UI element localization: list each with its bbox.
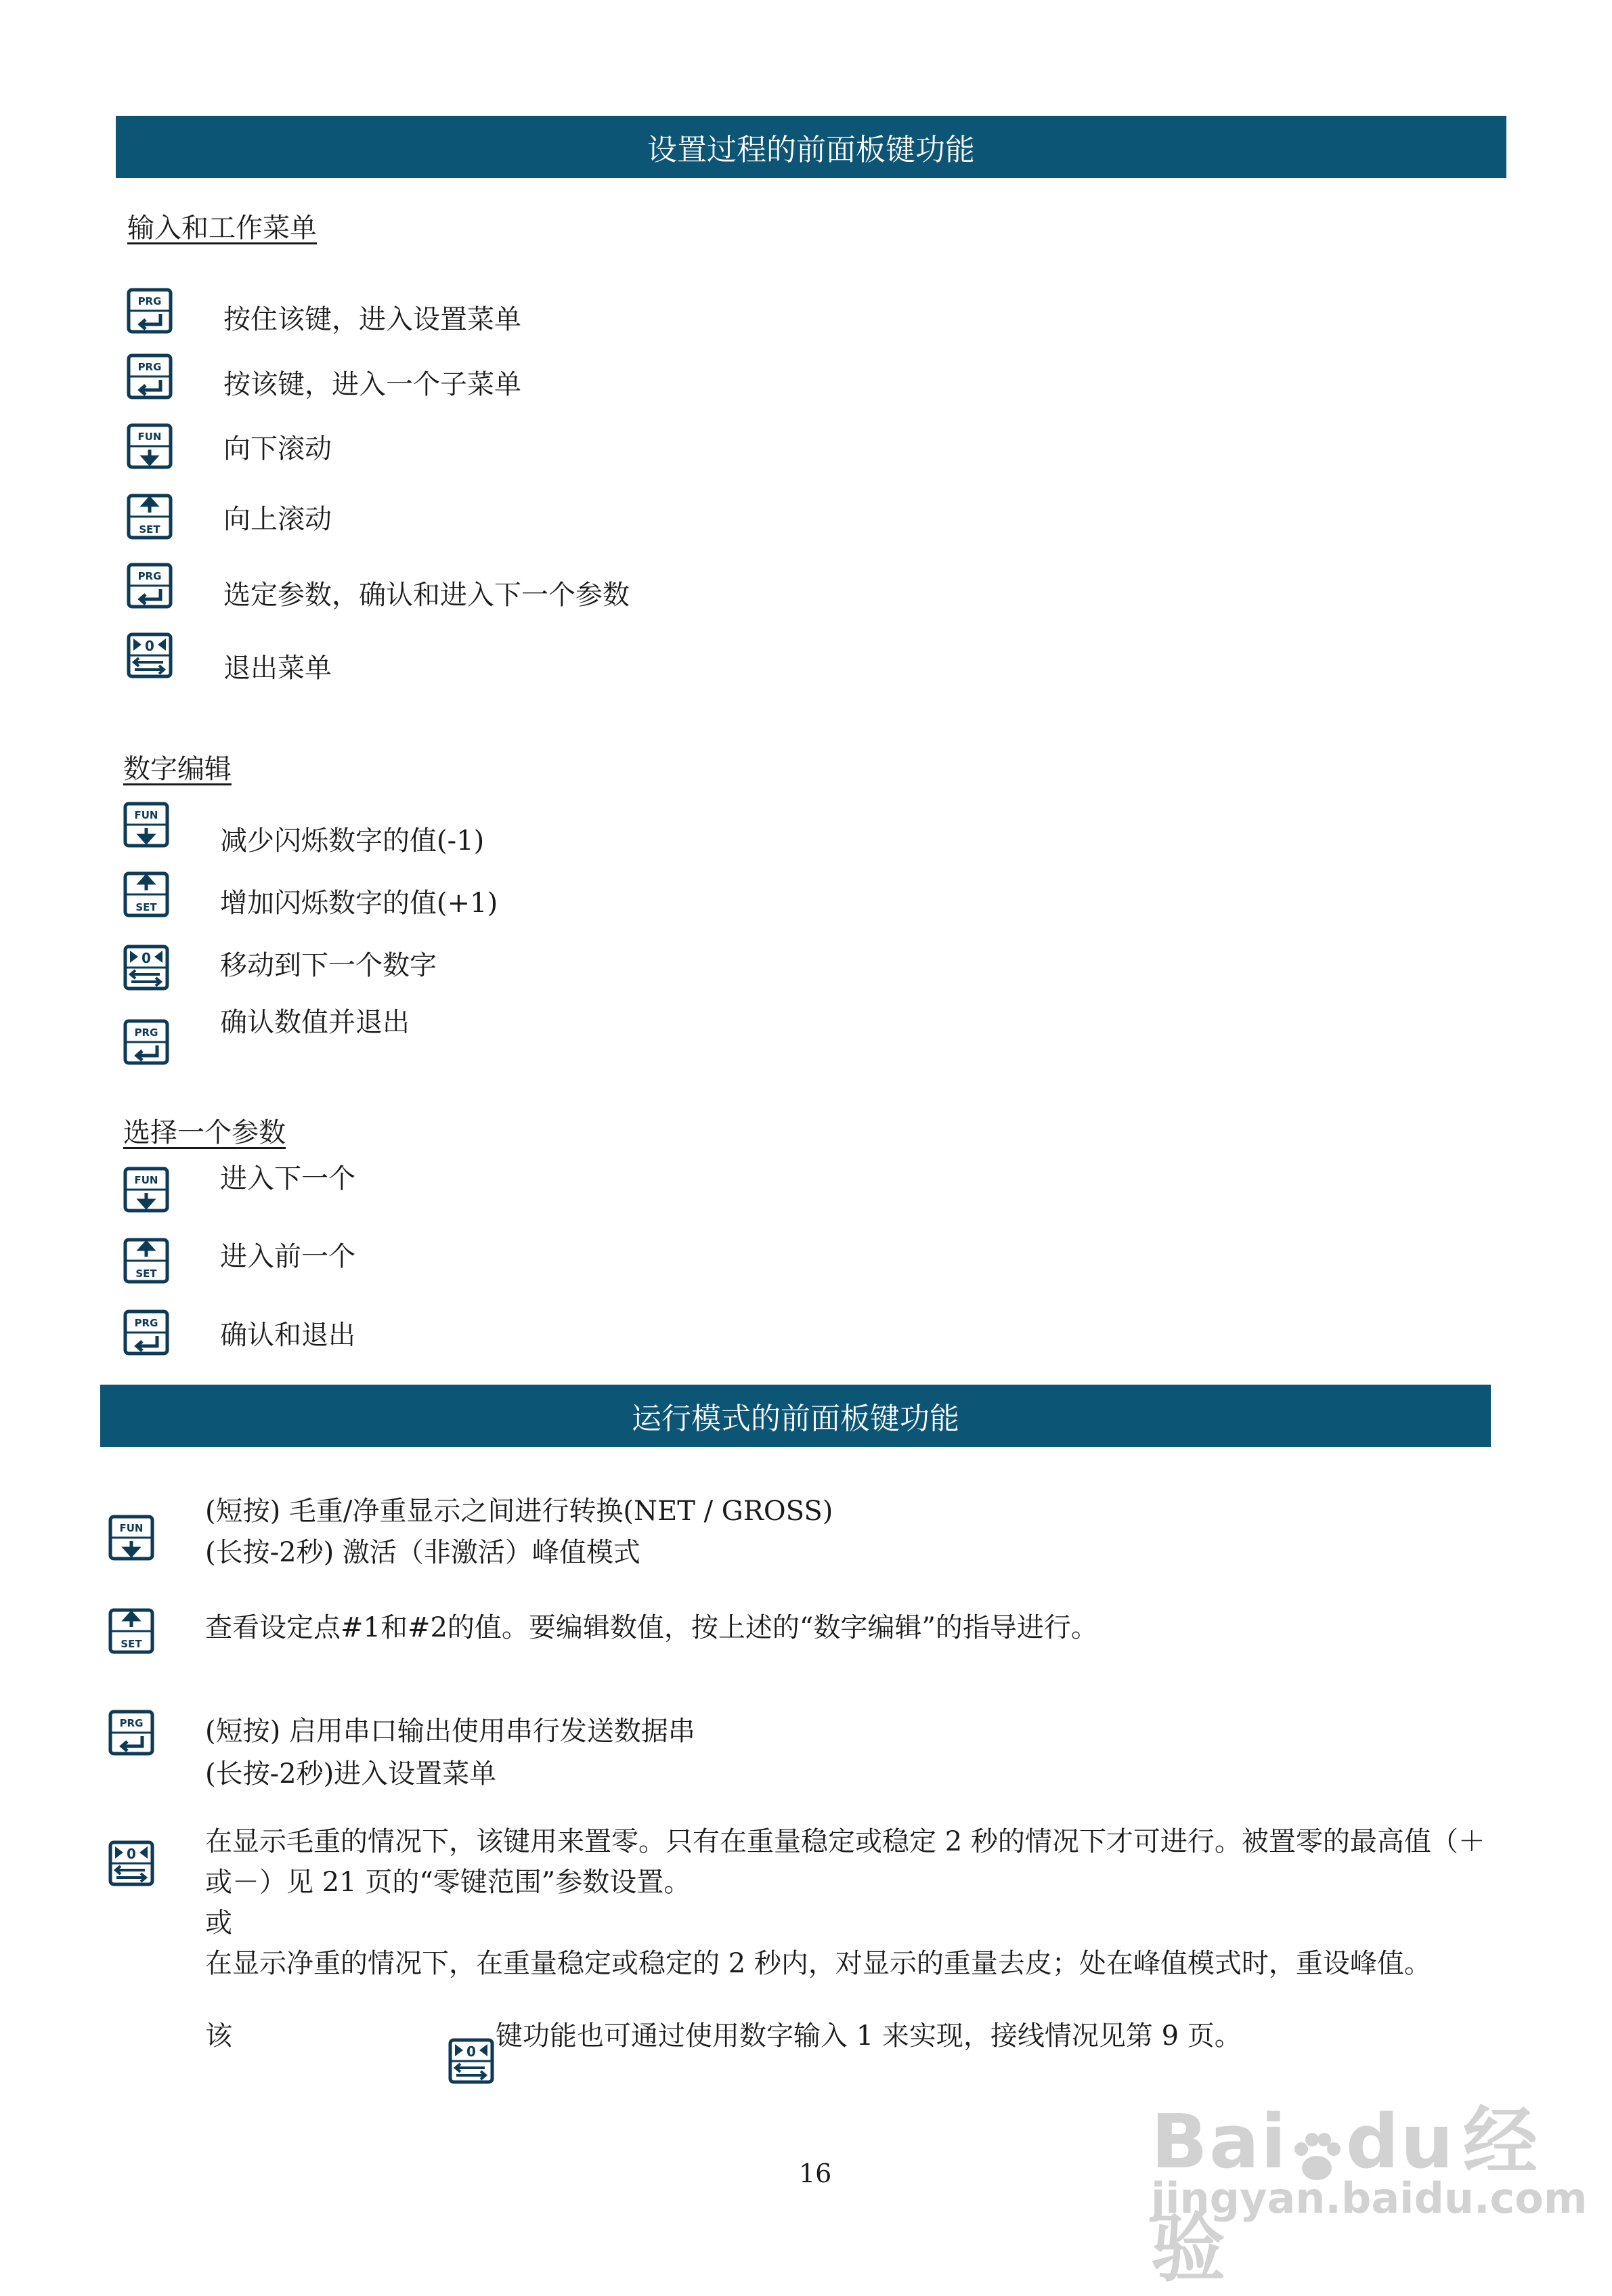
svg-text:SET: SET bbox=[139, 523, 160, 536]
svg-text:0: 0 bbox=[145, 638, 154, 654]
svg-text:PRG: PRG bbox=[137, 570, 162, 582]
svg-text:0: 0 bbox=[141, 950, 151, 966]
set-key-icon bbox=[108, 1608, 154, 1654]
set-key-icon bbox=[123, 1238, 169, 1284]
menu-item-text: 退出菜单 bbox=[223, 653, 332, 684]
svg-text:SET: SET bbox=[135, 1268, 157, 1280]
menu-item-text: 按住该键，进入设置菜单 bbox=[223, 304, 521, 335]
menu-item-text: 向下滚动 bbox=[223, 433, 332, 464]
svg-text:PRG: PRG bbox=[119, 1717, 144, 1729]
svg-text:PRG: PRG bbox=[137, 361, 162, 373]
zero-key-icon bbox=[448, 2038, 494, 2084]
prg-key-icon bbox=[127, 353, 173, 399]
prg-key-icon bbox=[108, 1710, 154, 1756]
run-prg-line2: (长按-2秒)进入设置菜单 bbox=[205, 1758, 497, 1790]
fun-key-icon bbox=[127, 423, 173, 469]
paw-icon bbox=[1288, 2118, 1346, 2176]
note-suffix: 键功能也可通过使用数字输入 1 来实现，接线情况见第 9 页。 bbox=[496, 2020, 1242, 2052]
run-zero-line2: 或－）见 21 页的“零键范围”参数设置。 bbox=[205, 1867, 691, 1898]
select-item-text: 进入前一个 bbox=[220, 1241, 355, 1272]
digit-item-text: 确认数值并退出 bbox=[220, 1007, 410, 1038]
zero-key-icon bbox=[108, 1840, 154, 1886]
menu-item-text: 向上滚动 bbox=[223, 504, 332, 535]
watermark-brand-part2: du bbox=[1345, 2098, 1455, 2185]
prg-key-icon bbox=[127, 563, 173, 609]
select-param-heading: 选择一个参数 bbox=[123, 1117, 286, 1148]
run-zero-line1: 在显示毛重的情况下，该键用来置零。只有在重量稳定或稳定 2 秒的情况下才可进行。被置零的最高值（＋ bbox=[205, 1826, 1485, 1857]
prg-key-icon bbox=[123, 1309, 169, 1356]
svg-text:FUN: FUN bbox=[119, 1522, 144, 1534]
prg-key-icon bbox=[127, 288, 173, 334]
set-key-icon bbox=[123, 871, 169, 917]
svg-text:PRG: PRG bbox=[134, 1026, 158, 1039]
prg-key-icon bbox=[123, 1019, 169, 1065]
svg-text:PRG: PRG bbox=[134, 1317, 158, 1329]
set-key-icon bbox=[127, 494, 173, 540]
svg-text:PRG: PRG bbox=[137, 295, 162, 307]
run-fun-line2: (长按-2秒) 激活（非激活）峰值模式 bbox=[205, 1537, 640, 1568]
watermark-brand-part1: Bai bbox=[1151, 2098, 1288, 2185]
svg-text:FUN: FUN bbox=[134, 1174, 158, 1186]
menu-heading: 输入和工作菜单 bbox=[127, 213, 317, 244]
fun-key-icon bbox=[108, 1515, 154, 1561]
run-zero-line4: 在显示净重的情况下，在重量稳定或稳定的 2 秒内，对显示的重量去皮；处在峰值模式时，重设峰值。 bbox=[205, 1948, 1431, 1979]
run-fun-line1: (短按) 毛重/净重显示之间进行转换(NET / GROSS) bbox=[205, 1496, 833, 1527]
svg-text:FUN: FUN bbox=[134, 809, 158, 821]
zero-key-icon bbox=[127, 632, 173, 678]
note-prefix: 该 bbox=[205, 2020, 232, 2052]
fun-key-icon bbox=[123, 1167, 169, 1213]
digit-item-text: 减少闪烁数字的值(-1) bbox=[220, 825, 485, 857]
run-prg-line1: (短按) 启用串口输出使用串行发送数据串 bbox=[205, 1716, 695, 1747]
fun-key-icon bbox=[123, 802, 169, 848]
section-title: 运行模式的前面板键功能 bbox=[632, 1402, 959, 1436]
menu-item-text: 选定参数，确认和进入下一个参数 bbox=[223, 580, 630, 611]
svg-text:SET: SET bbox=[121, 1638, 142, 1650]
run-zero-line3: 或 bbox=[205, 1907, 232, 1938]
section-banner-setup bbox=[116, 116, 1506, 178]
page-number: 16 bbox=[799, 2159, 832, 2188]
run-set-line1: 查看设定点#1和#2的值。要编辑数值，按上述的“数字编辑”的指导进行。 bbox=[205, 1612, 1098, 1643]
select-item-text: 进入下一个 bbox=[220, 1163, 355, 1194]
section-banner-run-mode bbox=[100, 1385, 1491, 1447]
section-title: 设置过程的前面板键功能 bbox=[647, 133, 975, 167]
svg-text:0: 0 bbox=[127, 1846, 136, 1862]
svg-text:FUN: FUN bbox=[137, 431, 162, 443]
svg-text:0: 0 bbox=[466, 2043, 476, 2060]
watermark-url: jingyan.baidu.com bbox=[1151, 2173, 1588, 2223]
digit-item-text: 增加闪烁数字的值(+1) bbox=[220, 888, 498, 919]
digit-edit-heading: 数字编辑 bbox=[123, 754, 232, 785]
menu-item-text: 按该键，进入一个子菜单 bbox=[223, 369, 521, 400]
zero-key-icon bbox=[123, 945, 169, 991]
watermark-cn: 经验 bbox=[1151, 2098, 1539, 2292]
digit-item-text: 移动到下一个数字 bbox=[220, 950, 437, 981]
select-item-text: 确认和退出 bbox=[220, 1320, 355, 1351]
svg-text:SET: SET bbox=[135, 901, 157, 913]
